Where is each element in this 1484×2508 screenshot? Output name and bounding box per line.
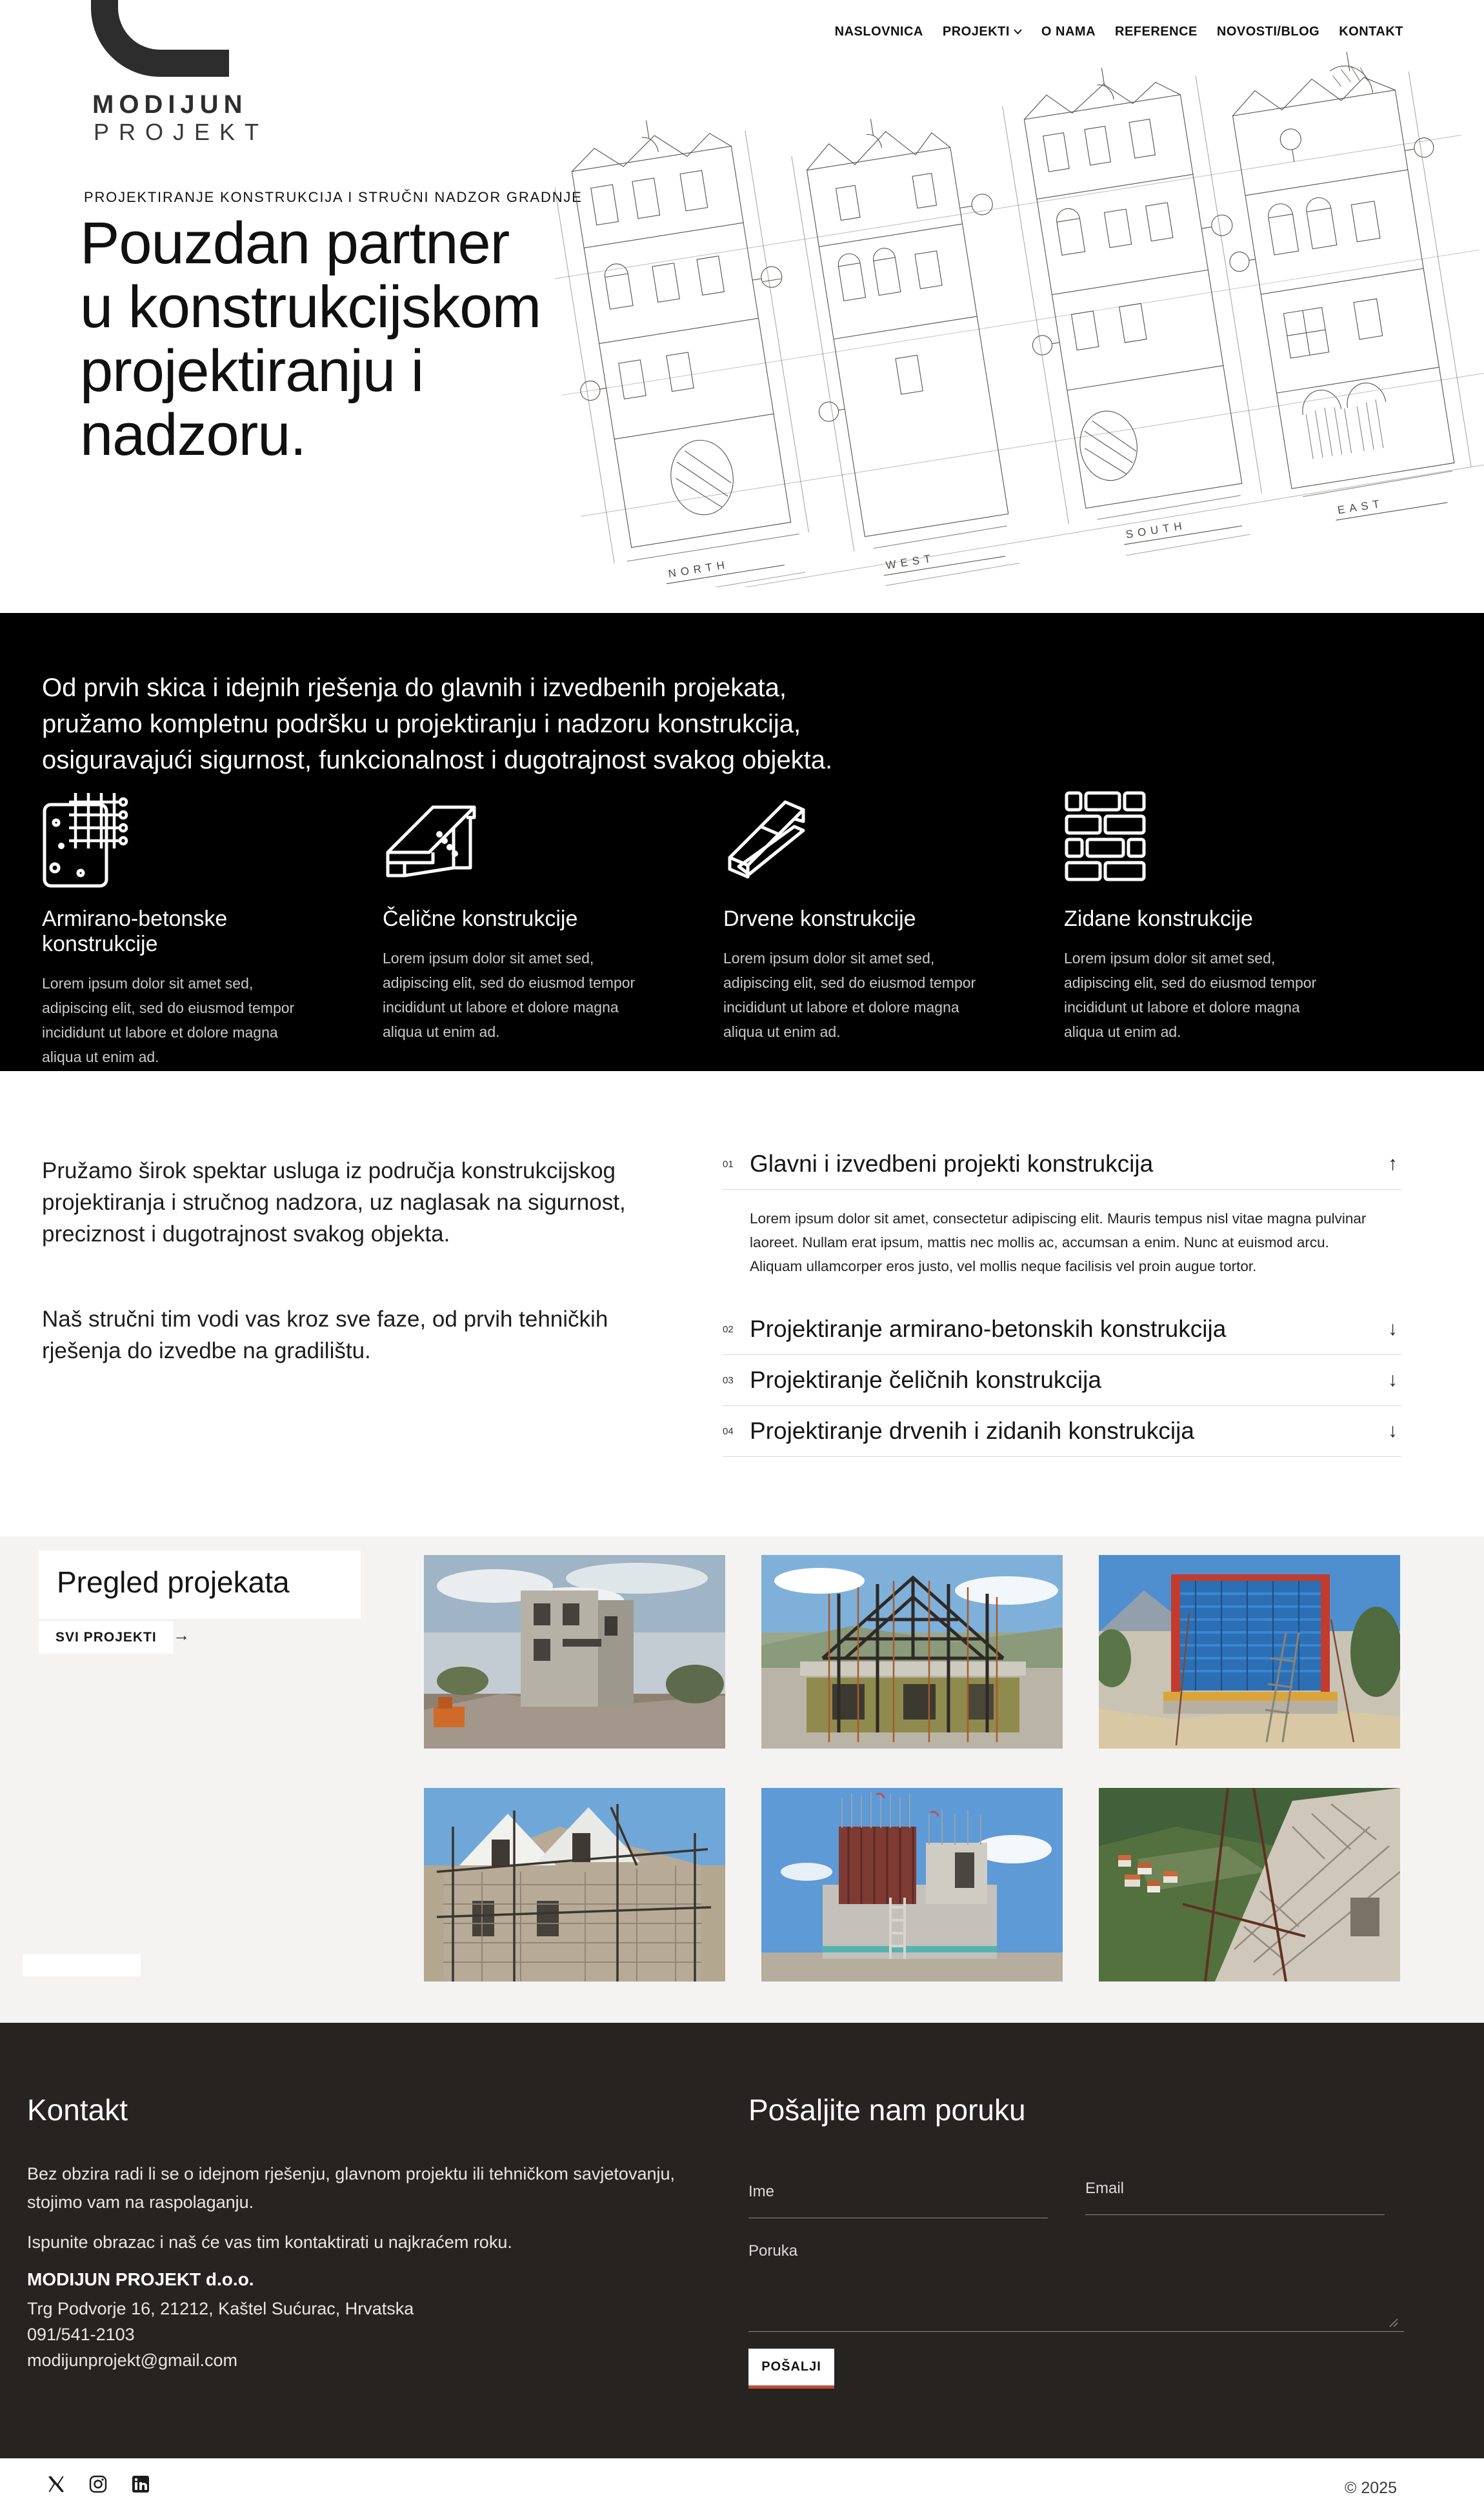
hero-title: Pouzdan partner u konstrukcijskom projektiranju i nadzoru. xyxy=(80,210,541,468)
capability-card-timber xyxy=(723,790,1002,1044)
sketch-label-west: WEST xyxy=(885,552,936,572)
accordion-item-1-body: Lorem ipsum dolor sit amet, consectetur adipiscing elit. Mauris tempus nisl vitae magna pulvinar laoreet. Nullam erat ipsum, mattis nec mollis ac, accumsan a enim. Nunc at euismod arcu. Aliquam ullamcorper eros justo, vel mollis neque facilisis vel proin augue tortor. xyxy=(750,1210,1367,1274)
nav-item-naslovnica[interactable]: NASLOVNICA xyxy=(834,25,923,39)
projects-heading: Pregled projekata xyxy=(57,1565,290,1599)
accordion-number: 04 xyxy=(723,1425,734,1437)
bottom-bar xyxy=(0,2458,1484,2508)
company-email[interactable]: modijunprojekt@gmail.com xyxy=(27,2351,238,2370)
project-photo-4[interactable] xyxy=(424,1788,725,1981)
nav-item-kontakt[interactable]: KONTAKT xyxy=(1339,25,1403,39)
capability-card-concrete xyxy=(42,790,321,1069)
capability-card-masonry xyxy=(1064,790,1343,1044)
x-twitter-icon[interactable] xyxy=(48,2476,65,2493)
capability-title: Zidane konstrukcije xyxy=(1064,907,1253,931)
accordion-number: 01 xyxy=(723,1158,734,1170)
capability-body: Lorem ipsum dolor sit amet sed, adipiscing elit, sed do eiusmod tempor incididunt ut labore et dolore magna aliqua ut enim ad. xyxy=(42,975,295,1065)
hero-sketch-svg xyxy=(555,45,1484,587)
email-input[interactable] xyxy=(1085,2192,1385,2215)
arrow-down-icon[interactable]: ↓ xyxy=(1388,1318,1398,1339)
company-phone[interactable]: 091/541-2103 xyxy=(27,2325,135,2344)
nav-item-reference[interactable]: REFERENCE xyxy=(1115,25,1198,39)
sketch-label-south: SOUTH xyxy=(1125,519,1187,541)
arrow-up-icon[interactable]: ↑ xyxy=(1388,1153,1398,1174)
accordion-item-4-header[interactable] xyxy=(723,1406,1401,1457)
project-photo-2[interactable] xyxy=(761,1555,1063,1749)
all-projects-link[interactable]: SVI PROJEKTI xyxy=(39,1621,174,1654)
email-label: Email xyxy=(1085,2180,1125,2197)
capability-title: Drvene konstrukcije xyxy=(723,907,916,931)
logo-curve-icon xyxy=(84,0,232,81)
hero-section xyxy=(0,0,1484,613)
hero-eyebrow: PROJEKTIRANJE KONSTRUKCIJA I STRUČNI NADZOR GRADNJE xyxy=(84,189,583,205)
social-links xyxy=(48,2475,150,2493)
message-textarea[interactable] xyxy=(748,2256,1404,2332)
accordion-item-1-header[interactable] xyxy=(723,1139,1401,1190)
capability-body: Lorem ipsum dolor sit amet sed, adipiscing elit, sed do eiusmod tempor incididunt ut labore et dolore magna aliqua ut enim ad. xyxy=(723,950,976,1040)
message-label: Poruka xyxy=(748,2242,798,2260)
company-name: MODIJUN PROJEKT d.o.o. xyxy=(27,2269,254,2289)
contact-paragraph-2: Ispunite obrazac i naš će vas tim kontaktirati u najkraćem roku. xyxy=(27,2232,512,2252)
name-input[interactable] xyxy=(748,2196,1048,2218)
accordion-title: Projektiranje čeličnih konstrukcija xyxy=(750,1367,1101,1393)
capabilities-intro: Od prvih skica i idejnih rješenja do glavnih i izvedbenih projekata, pružamo kompletnu podršku u projektiranju i nadzoru konstrukcija, osiguravajući sigurnost, funkcionalnost i dugotrajnost svakog objekta. xyxy=(42,674,833,774)
capability-body: Lorem ipsum dolor sit amet sed, adipiscing elit, sed do eiusmod tempor incididunt ut labore et dolore magna aliqua ut enim ad. xyxy=(1064,950,1317,1040)
contact-paragraph-1: Bez obzira radi li se o idejnom rješenju, glavnom projektu ili tehničkom savjetovanju, stojimo vam na raspolaganju. xyxy=(27,2164,675,2212)
gallery-pager[interactable] xyxy=(23,1954,141,1976)
main-nav xyxy=(835,25,1403,39)
accordion-title: Glavni i izvedbeni projekti konstrukcija xyxy=(750,1150,1154,1177)
reinforced-concrete-icon xyxy=(42,790,321,888)
services-lead: Pružamo širok spektar usluga iz područja konstrukcijskog projektiranja i stručnog nadzora, uz naglasak na sigurnost, preciznost i dugotrajnost svakog objekta. xyxy=(42,1158,626,1247)
accordion-number: 03 xyxy=(723,1374,734,1386)
accordion-item-3-header[interactable] xyxy=(723,1355,1401,1406)
projects-heading-chip xyxy=(39,1550,361,1619)
arrow-down-icon[interactable]: ↓ xyxy=(1388,1369,1398,1390)
nav-item-novosti-blog[interactable]: NOVOSTI/BLOG xyxy=(1216,25,1320,39)
hero-sketch xyxy=(555,45,1484,590)
form-heading: Pošaljite nam poruku xyxy=(748,2093,1026,2127)
accordion-title: Projektiranje drvenih i zidanih konstrukcija xyxy=(750,1418,1194,1444)
timber-planks-icon xyxy=(723,790,1002,888)
contact-heading: Kontakt xyxy=(27,2093,128,2127)
nav-item-o-nama[interactable]: O NAMA xyxy=(1041,25,1096,39)
nav-item-projekti[interactable]: PROJEKTI xyxy=(943,25,1022,39)
linkedin-icon[interactable] xyxy=(132,2475,150,2493)
accordion-item-2-header[interactable] xyxy=(723,1304,1401,1355)
project-photo-1[interactable] xyxy=(424,1555,725,1749)
submit-button[interactable]: POŠALJI xyxy=(748,2349,834,2389)
services-accordion xyxy=(723,1139,1401,1457)
arrow-down-icon[interactable]: ↓ xyxy=(1388,1420,1398,1441)
textarea-resize-handle[interactable] xyxy=(1387,2316,1399,2328)
capability-title: Armirano-betonske konstrukcije xyxy=(42,907,228,956)
name-label: Ime xyxy=(748,2183,775,2200)
brand-name-line2: PROJEKT xyxy=(94,119,269,145)
capability-title: Čelične konstrukcije xyxy=(383,907,578,931)
capability-card-steel xyxy=(383,790,661,1044)
services-section xyxy=(0,1071,1484,1536)
accordion-title: Projektiranje armirano-betonskih konstrukcija xyxy=(750,1316,1227,1342)
capability-body: Lorem ipsum dolor sit amet sed, adipiscing elit, sed do eiusmod tempor incididunt ut labore et dolore magna aliqua ut enim ad. xyxy=(383,950,636,1040)
project-photo-6[interactable] xyxy=(1099,1788,1400,1981)
project-photo-3[interactable] xyxy=(1099,1555,1400,1749)
instagram-icon[interactable] xyxy=(89,2475,107,2493)
arrow-right-icon: → xyxy=(173,1625,190,1645)
chevron-down-icon xyxy=(1014,29,1022,35)
steel-beam-icon xyxy=(383,790,661,888)
company-address: Trg Podvorje 16, 21212, Kaštel Sućurac, Hrvatska xyxy=(27,2299,414,2318)
services-lead2: Naš stručni tim vodi vas kroz sve faze, od prvih tehničkih rješenja do izvedbe na gradilištu. xyxy=(42,1307,608,1363)
projects-section xyxy=(0,1536,1484,2023)
contact-section xyxy=(0,2023,1484,2458)
copyright: © 2025 xyxy=(1345,2479,1397,2497)
logo[interactable] xyxy=(84,0,232,84)
accordion-number: 02 xyxy=(723,1323,734,1335)
sketch-label-east: EAST xyxy=(1336,497,1385,517)
sketch-label-north: NORTH xyxy=(667,558,730,580)
brick-wall-icon xyxy=(1064,790,1343,888)
project-photo-5[interactable] xyxy=(761,1788,1063,1981)
brand-name-line1: MODIJUN xyxy=(92,90,248,119)
capabilities-band xyxy=(0,613,1484,1071)
